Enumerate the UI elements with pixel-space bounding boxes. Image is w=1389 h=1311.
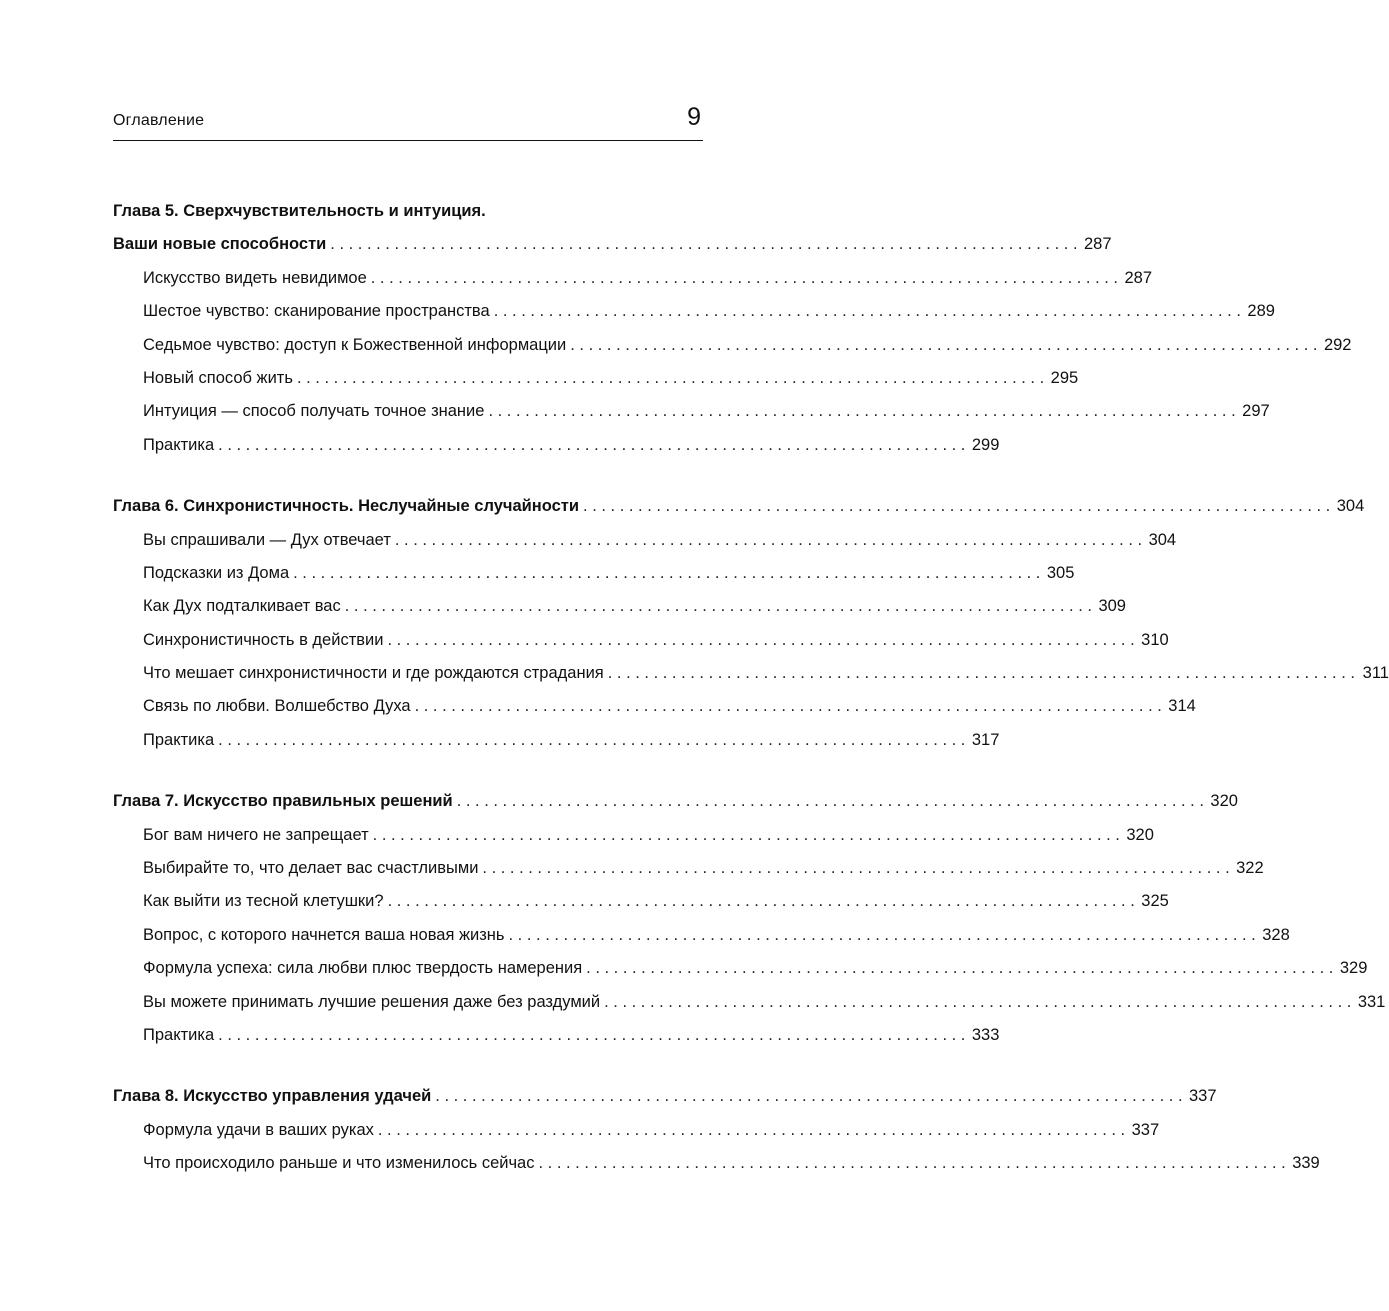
entry-title: Искусство видеть невидимое bbox=[143, 268, 367, 287]
entry-title: Новый способ жить bbox=[143, 368, 293, 387]
toc-entry bbox=[113, 402, 1270, 435]
entry-title: Бог вам ничего не запрещает bbox=[143, 825, 369, 844]
dot-leader bbox=[218, 731, 965, 750]
entry-title: Формула успеха: сила любви плюс твердость намерения bbox=[143, 959, 583, 978]
entry-title: Как Дух подталкивает вас bbox=[143, 597, 341, 616]
page-ref: 287 bbox=[1124, 268, 1152, 287]
chapter-5-heading-line1 bbox=[113, 202, 703, 235]
dot-leader bbox=[218, 1026, 965, 1045]
toc-entry bbox=[113, 992, 1386, 1026]
chapter-5-heading bbox=[113, 235, 1112, 268]
dot-leader bbox=[345, 597, 1092, 616]
entry-title: Вы спрашивали — Дух отвечает bbox=[143, 530, 391, 549]
chapter-title: Ваши новые способности bbox=[113, 235, 327, 254]
chapter-title: Глава 5. Сверхчувствительность и интуиция. bbox=[113, 202, 486, 220]
page-ref: 317 bbox=[971, 730, 1000, 749]
dot-leader bbox=[608, 664, 1355, 683]
dot-leader bbox=[293, 564, 1040, 583]
page-ref: 299 bbox=[971, 435, 1000, 454]
header-title: Оглавление bbox=[113, 112, 205, 129]
dot-leader bbox=[297, 369, 1044, 388]
toc-entry bbox=[113, 335, 1352, 369]
toc-entry bbox=[113, 563, 1075, 597]
toc-entry bbox=[113, 268, 1152, 302]
toc-entry bbox=[113, 825, 1154, 859]
page-ref: 311 bbox=[1362, 664, 1389, 683]
dot-leader bbox=[570, 336, 1317, 355]
dot-leader bbox=[488, 402, 1235, 421]
dot-leader bbox=[395, 531, 1142, 550]
toc-entry bbox=[113, 859, 1264, 892]
page-ref: 328 bbox=[1262, 925, 1290, 944]
page-ref: 304 bbox=[1148, 530, 1177, 549]
section-gap bbox=[113, 764, 703, 792]
section-gap bbox=[113, 469, 703, 497]
toc-entry bbox=[113, 892, 1169, 925]
dot-leader bbox=[583, 497, 1330, 516]
page-ref: 331 bbox=[1357, 992, 1386, 1011]
dot-leader bbox=[388, 892, 1135, 911]
dot-leader bbox=[378, 1121, 1125, 1140]
dot-leader bbox=[586, 959, 1333, 978]
toc-entry bbox=[113, 302, 1275, 335]
dot-leader bbox=[604, 993, 1351, 1012]
entry-title: Связь по любви. Волшебство Духа bbox=[143, 697, 411, 716]
entry-title: Интуиция — способ получать точное знание bbox=[143, 402, 485, 421]
entry-title: Формула удачи в ваших руках bbox=[143, 1120, 374, 1139]
dot-leader bbox=[415, 697, 1162, 716]
dot-leader bbox=[539, 1154, 1286, 1173]
toc-entry bbox=[113, 1120, 1160, 1154]
toc-entry bbox=[113, 664, 1389, 697]
page-number: 9 bbox=[687, 103, 701, 131]
chapter-title: Глава 6. Синхронистичность. Неслучайные случайности bbox=[113, 497, 580, 516]
page-ref: 304 bbox=[1336, 497, 1365, 516]
entry-title: Шестое чувство: сканирование пространства bbox=[143, 302, 490, 321]
page-ref: 309 bbox=[1098, 597, 1126, 616]
running-header bbox=[113, 104, 703, 141]
page-ref: 329 bbox=[1339, 959, 1368, 978]
dot-leader bbox=[371, 269, 1118, 288]
page-ref: 333 bbox=[971, 1025, 1000, 1044]
entry-title: Что происходило раньше и что изменилось сейчас bbox=[143, 1154, 535, 1173]
toc-entry bbox=[113, 697, 1196, 730]
dot-leader bbox=[457, 792, 1204, 811]
page-ref: 289 bbox=[1247, 302, 1275, 321]
page-ref: 310 bbox=[1141, 630, 1169, 649]
chapter-7-heading bbox=[113, 792, 1238, 825]
toc-entry bbox=[113, 959, 1368, 992]
entry-title: Выбирайте то, что делает вас счастливыми bbox=[143, 859, 479, 878]
entry-title: Как выйти из тесной клетушки? bbox=[143, 892, 384, 911]
page-ref: 320 bbox=[1126, 825, 1154, 844]
dot-leader bbox=[509, 926, 1256, 945]
page-ref: 325 bbox=[1141, 892, 1169, 911]
toc-entry bbox=[113, 530, 1177, 564]
chapter-title: Глава 7. Искусство правильных решений bbox=[113, 792, 453, 811]
page-ref: 314 bbox=[1168, 697, 1196, 716]
toc-entry bbox=[113, 435, 1000, 469]
entry-title: Подсказки из Дома bbox=[143, 563, 290, 582]
dot-leader bbox=[218, 436, 965, 455]
page-ref: 337 bbox=[1189, 1087, 1217, 1106]
page-ref: 305 bbox=[1046, 563, 1075, 582]
entry-title: Практика bbox=[143, 435, 215, 454]
entry-title: Вы можете принимать лучшие решения даже без раздумий bbox=[143, 992, 601, 1011]
entry-title: Синхронистичность в действии bbox=[143, 630, 384, 649]
page-ref: 295 bbox=[1050, 368, 1079, 387]
toc-entry bbox=[113, 730, 1000, 764]
chapter-8-heading bbox=[113, 1087, 1217, 1120]
dot-leader bbox=[330, 235, 1077, 254]
page-ref: 337 bbox=[1131, 1120, 1160, 1139]
section-gap bbox=[113, 1059, 703, 1087]
toc-entry bbox=[113, 1154, 1320, 1187]
toc-entry bbox=[113, 597, 1126, 630]
dot-leader bbox=[435, 1087, 1182, 1106]
table-of-contents bbox=[113, 202, 1389, 1188]
page-ref: 287 bbox=[1084, 235, 1112, 254]
entry-title: Что мешает синхронистичности и где рождаются страдания bbox=[143, 664, 604, 683]
page-ref: 297 bbox=[1242, 402, 1270, 421]
entry-title: Практика bbox=[143, 1025, 215, 1044]
page-ref: 292 bbox=[1323, 335, 1352, 354]
chapter-title: Глава 8. Искусство управления удачей bbox=[113, 1087, 432, 1106]
entry-title: Практика bbox=[143, 730, 215, 749]
toc-entry bbox=[113, 925, 1290, 959]
dot-leader bbox=[387, 631, 1134, 650]
entry-title: Вопрос, с которого начнется ваша новая жизнь bbox=[143, 925, 505, 944]
dot-leader bbox=[482, 859, 1229, 878]
toc-entry bbox=[113, 1025, 1000, 1059]
entry-title: Седьмое чувство: доступ к Божественной информации bbox=[143, 335, 567, 354]
dot-leader bbox=[373, 826, 1120, 845]
page-ref: 322 bbox=[1236, 859, 1264, 878]
toc-entry bbox=[113, 368, 1079, 402]
chapter-6-heading bbox=[113, 497, 1365, 530]
page-ref: 339 bbox=[1292, 1154, 1320, 1173]
toc-entry bbox=[113, 630, 1169, 664]
page-ref: 320 bbox=[1210, 792, 1238, 811]
dot-leader bbox=[494, 302, 1241, 321]
